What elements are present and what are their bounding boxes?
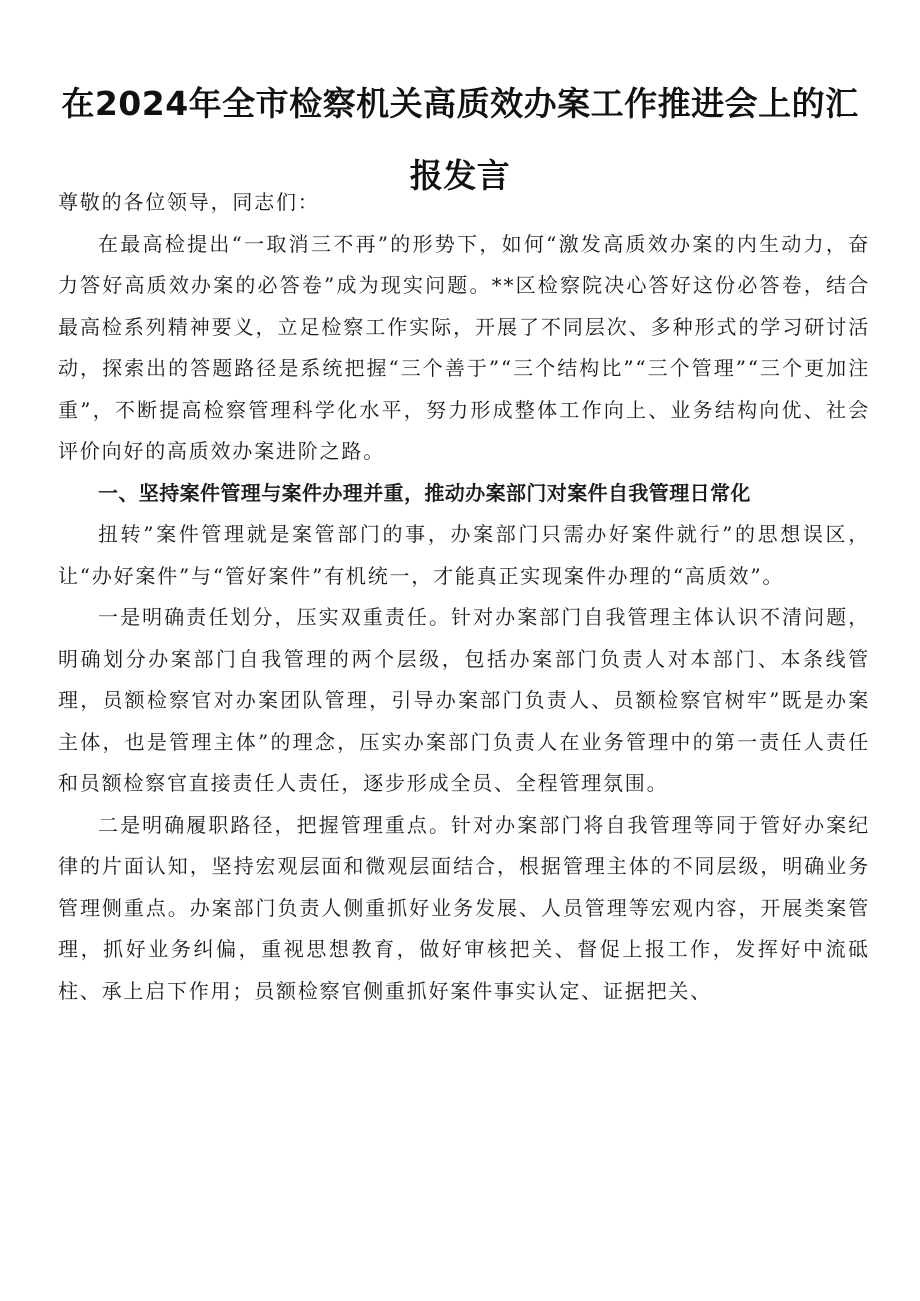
section-heading: 一、坚持案件管理与案件办理并重，推动办案部门对案件自我管理日常化	[98, 480, 751, 505]
salutation: 尊敬的各位领导，同志们：	[58, 190, 320, 214]
point-two-paragraph: 二是明确履职路径，把握管理重点。针对办案部门将自我管理等同于管好办案纪律的片面认知，坚持宏观层面和微观层面结合，根据管理主体的不同层级，明确业务管理侧重点。办案部门负责人侧重抓好业务发展、人员管理等宏观内容，开展类案管理，抓好业务纠偏，重视思想教育，做好审核把关、督促上报工作，发挥好中流砥柱、承上启下作用；员额检察官侧重抓好案件事实认定、证据把关、	[58, 812, 870, 1003]
document-body	[58, 182, 870, 1012]
intro-paragraph: 在最高检提出“一取消三不再”的形势下，如何“激发高质效办案的内生动力，奋力答好高质效办案的必答卷”成为现实问题。**区检察院决心答好这份必答卷，结合最高检系列精神要义，立足检察工作实际，开展了不同层次、多种形式的学习研讨活动，探索出的答题路径是系统把握“三个善于”“三个结构比”“三个管理”“三个更加注重”，不断提高检察管理科学化水平，努力形成整体工作向上、业务结构向优、社会评价向好的高质效办案进阶之路。	[58, 231, 870, 463]
document-title: 在2024年全市检察机关高质效办案工作推进会上的汇报发言	[61, 84, 859, 195]
point-one-paragraph: 一是明确责任划分，压实双重责任。针对办案部门自我管理主体认识不清问题，明确划分办案部门自我管理的两个层级，包括办案部门负责人对本部门、本条线管理，员额检察官对办案团队管理，引导办案部门负责人、员额检察官树牢”既是办案主体，也是管理主体”的理念，压实办案部门负责人在业务管理中的第一责任人责任和员额检察官直接责任人责任，逐步形成全员、全程管理氛围。	[58, 605, 870, 795]
section-intro-paragraph: 扭转”案件管理就是案管部门的事，办案部门只需办好案件就行”的思想误区，让“办好案件”与“管好案件”有机统一，才能真正实现案件办理的“高质效”。	[58, 522, 870, 588]
